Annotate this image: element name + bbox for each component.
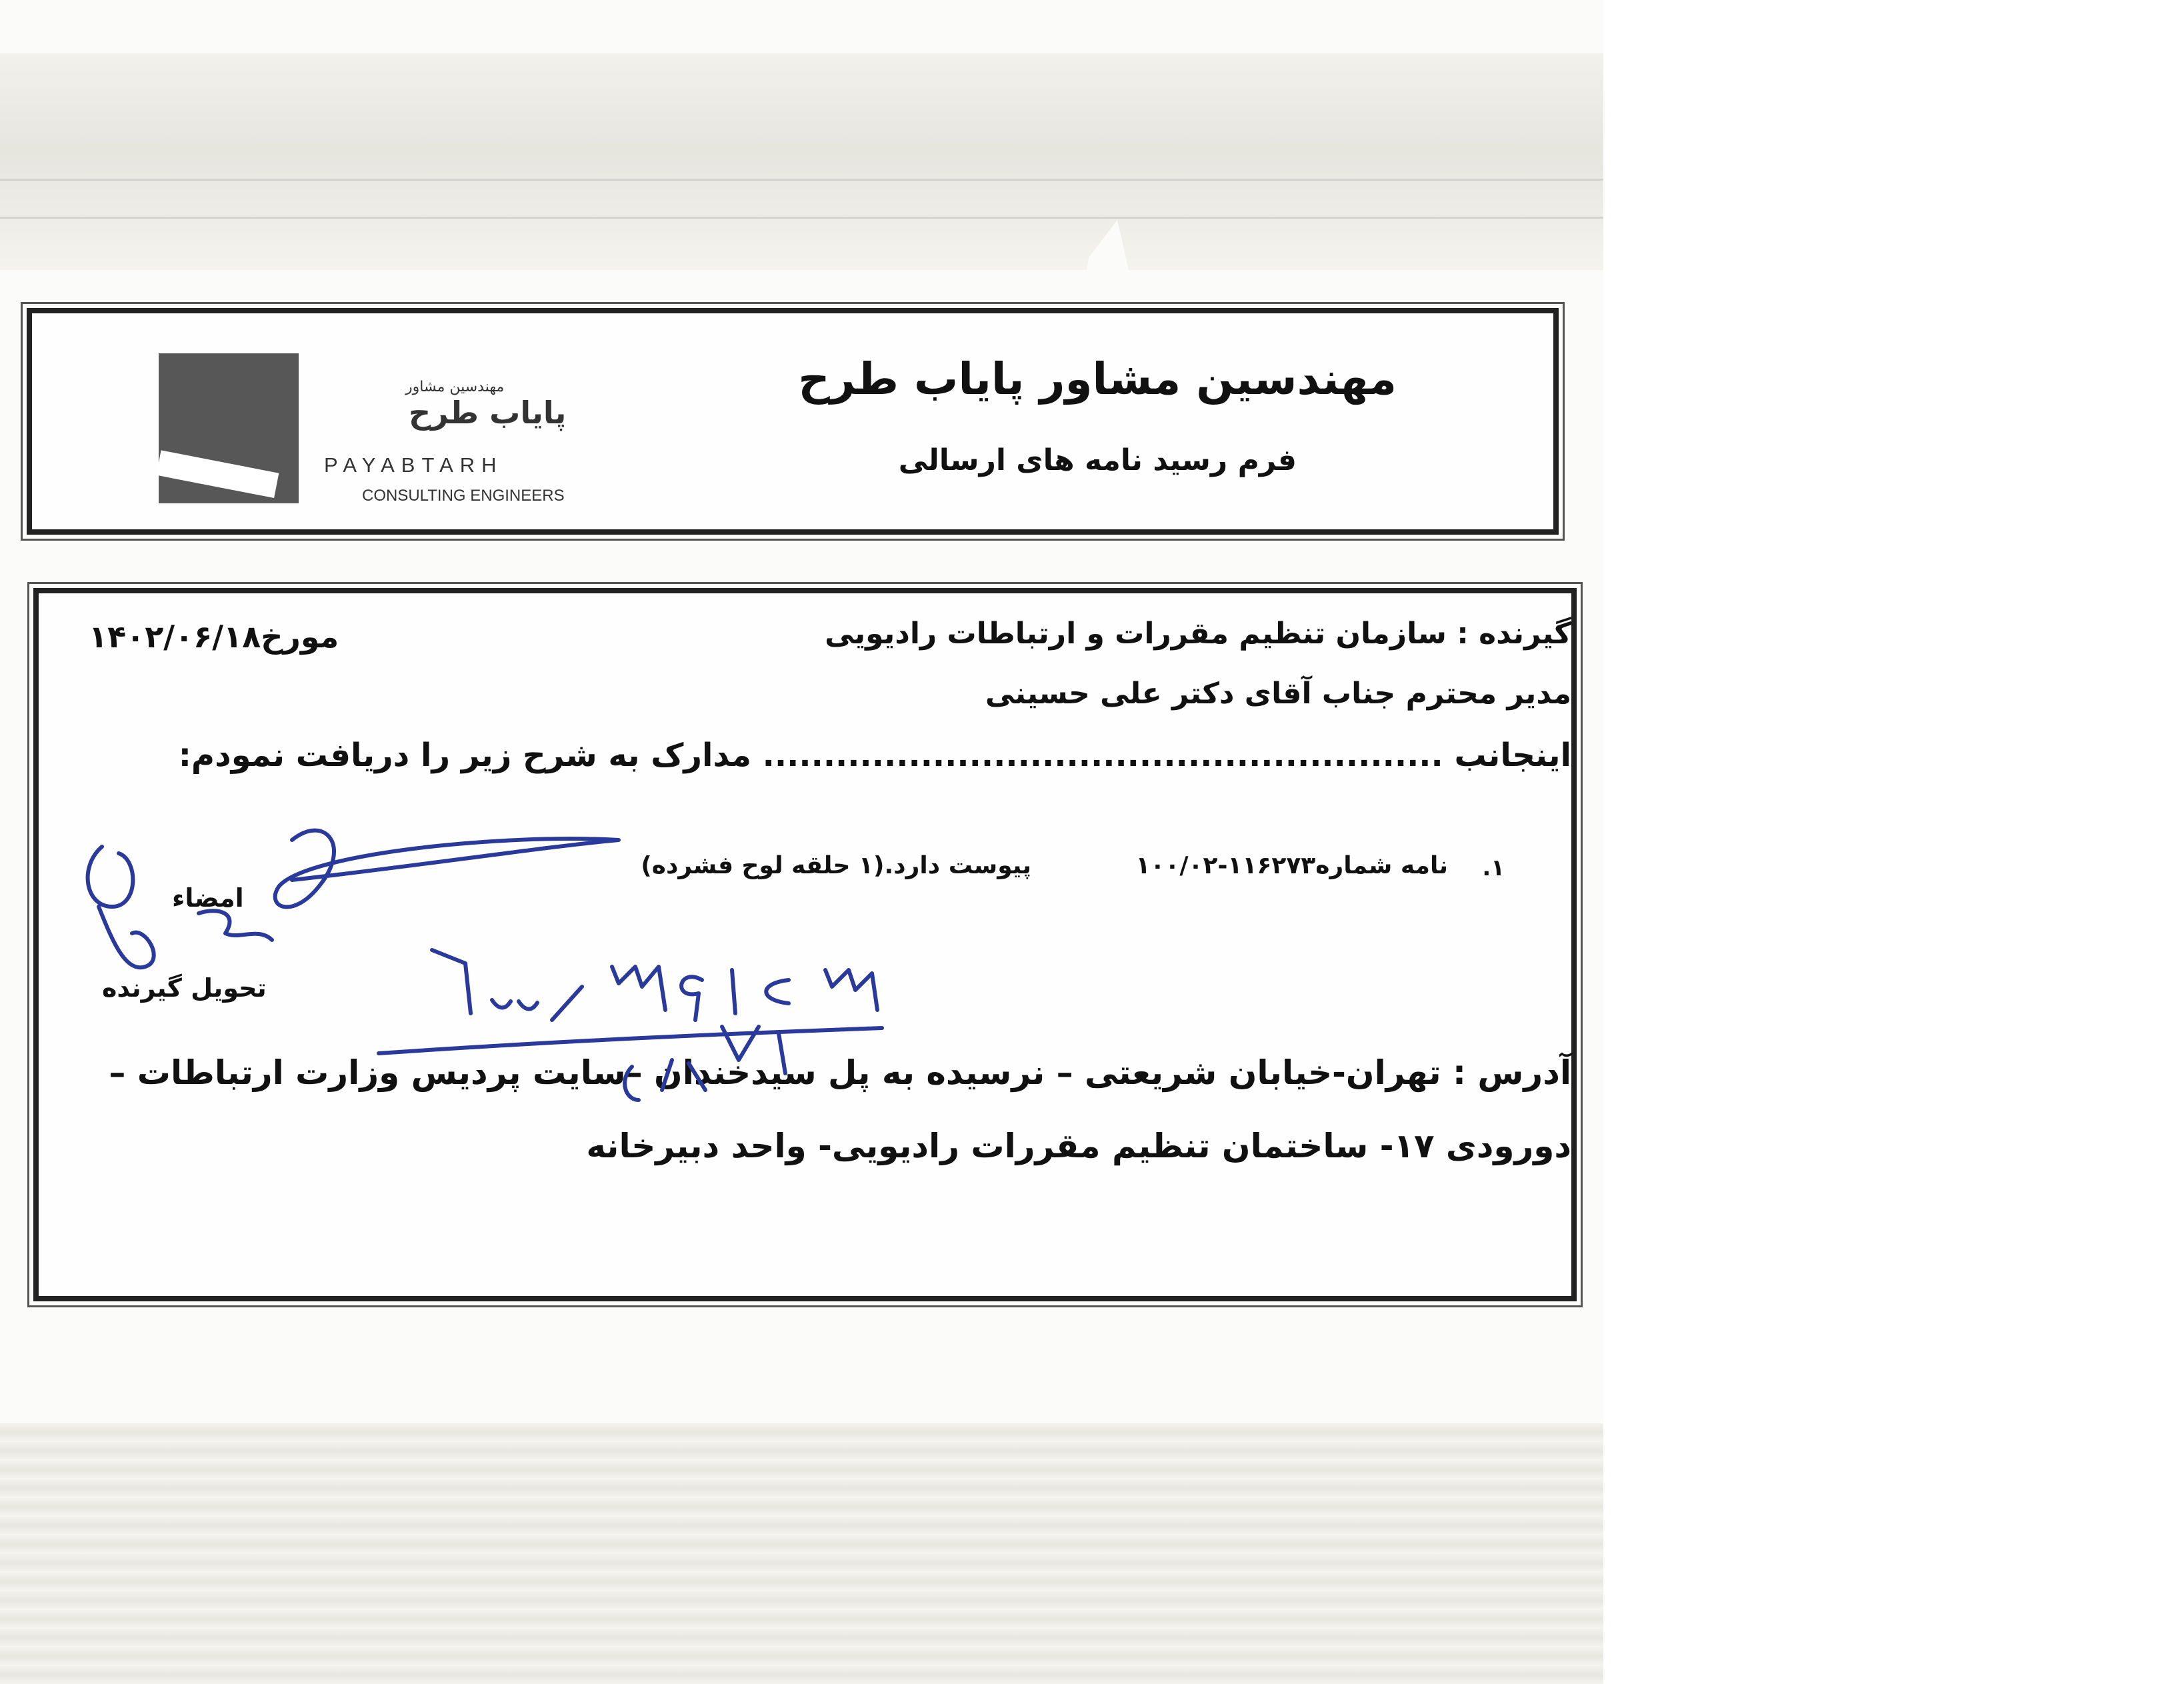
handwritten-number-stroke	[492, 1000, 511, 1008]
recipient-line: گیرنده : سازمان تنظیم مقررات و ارتباطات رادیویی	[825, 617, 1571, 651]
receipt-statement: اینجانب ........................................................ مدارک به شرح زیر را دریافت نمودم:	[178, 737, 1571, 774]
receipt-body-box	[33, 588, 1577, 1301]
handwritten-number-stroke	[519, 1001, 537, 1009]
form-title: فرم رسید نامه های ارسالی	[898, 443, 1297, 477]
handwritten-number-stroke	[825, 970, 877, 1010]
logo-fa-name: پایاب طرح	[409, 395, 567, 431]
item-letter-number: نامه شماره۱۱۶۲۷۳-۱۰۰/۰۲	[1135, 852, 1448, 879]
handwritten-number-stroke	[379, 1028, 882, 1053]
paper-edge-top	[0, 53, 1603, 270]
handwritten-number-stroke	[732, 970, 735, 1013]
company-logo	[159, 353, 299, 503]
address-line-1: آدرس : تهران-خیابان شریعتی – نرسیده به پل سیدخندان –سایت پردیس وزارت ارتباطات –	[109, 1053, 1571, 1092]
handwritten-number-stroke	[432, 950, 471, 1013]
signature-label: امضاء	[172, 883, 244, 913]
logo-fa-small: مهندسین مشاور	[405, 379, 505, 395]
handwritten-number-stroke	[766, 980, 789, 1003]
receiver-label: تحویل گیرنده	[102, 973, 267, 1003]
paper-edge-bottom	[0, 1423, 1603, 1684]
date-line: مورخ۱۴۰۲/۰۶/۱۸	[89, 619, 339, 655]
signature-stroke	[88, 847, 133, 907]
logo-bar-shape	[156, 450, 279, 498]
signature-stroke	[275, 831, 619, 907]
paper-fold-line	[0, 179, 1603, 181]
handwritten-number-stroke	[552, 987, 582, 1020]
handwritten-number-stroke	[681, 977, 702, 1020]
signature-stroke	[99, 907, 154, 967]
paper-fold-line	[0, 217, 1603, 219]
company-title: مهندسین مشاور پایاب طرح	[798, 353, 1397, 405]
blank-margin	[1603, 0, 2184, 1684]
manager-line: مدیر محترم جناب آقای دکتر علی حسینی	[985, 677, 1571, 711]
logo-en-subtitle: CONSULTING ENGINEERS	[362, 487, 565, 505]
header-box	[27, 308, 1559, 535]
handwritten-number-stroke	[612, 967, 665, 1010]
address-line-2: دورودی ۱۷- ساختمان تنظیم مقررات رادیویی- واحد دبیرخانه	[586, 1127, 1571, 1165]
item-number: ۱.	[1482, 855, 1505, 881]
logo-en-name: PAYABTARH	[324, 453, 503, 477]
signature-stroke	[199, 911, 272, 940]
item-attachment: پیوست دارد.(۱ حلقه لوح فشرده)	[641, 852, 1031, 879]
